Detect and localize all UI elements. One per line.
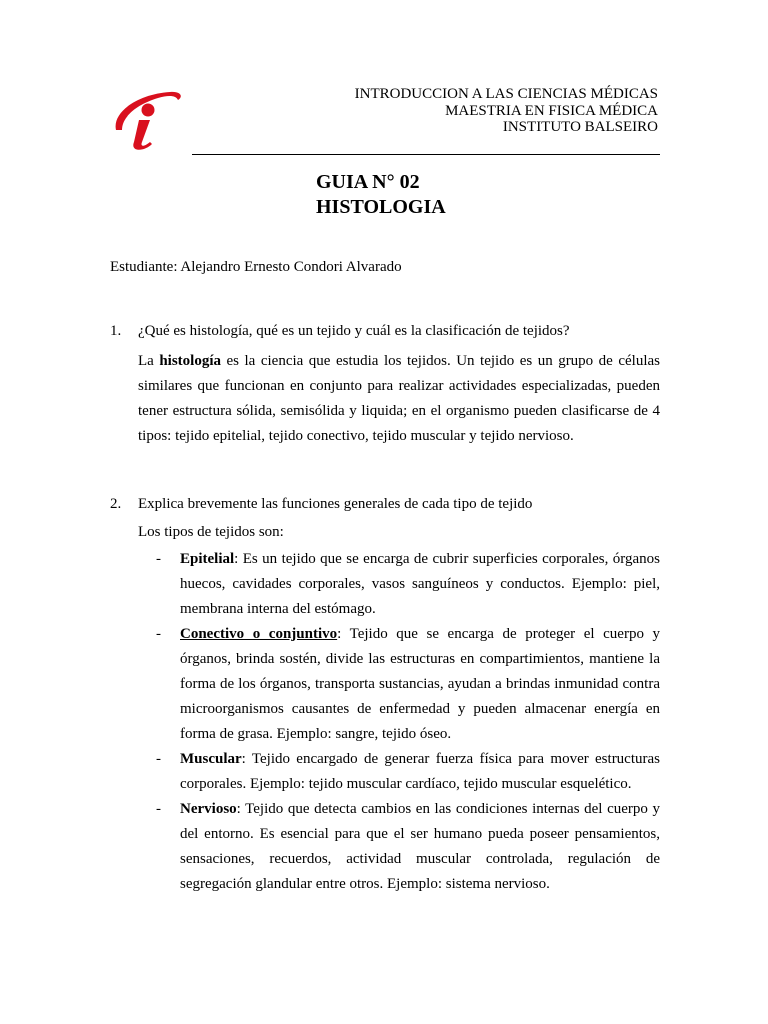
tissue-term: Muscular <box>180 751 242 767</box>
list-item: - Conectivo o conjuntivo: Tejido que se encarga de proteger el cuerpo y órganos, brinda sostén, divide las estructuras en compartimientos, mantiene la forma de los órganos, transporta sustancias, ayudan a brindas inmunidad contra microorganismos causantes de enfermedad y pueden almacenar energía en forma de grasa. Ejemplo: sangre, tejido óseo. <box>156 626 661 742</box>
document-header <box>355 86 658 136</box>
title-guide-number: GUIA N° 02 <box>316 171 420 193</box>
question-2-text: Explica brevemente las funciones generales de cada tipo de tejido <box>138 496 533 512</box>
student-name: Estudiante: Alejandro Ernesto Condori Alvarado <box>110 259 402 275</box>
document-title <box>316 170 446 220</box>
tissue-term: Conectivo o conjuntivo <box>180 626 338 642</box>
header-institute: INSTITUTO BALSEIRO <box>502 119 658 135</box>
question-2 <box>110 495 660 897</box>
list-item: - Epitelial: Es un tejido que se encarga de cubrir superficies corporales, órganos huecos, cavidades corporales, vasos sanguíneos y conductos. Ejemplo: piel, membrana interna del estómago. <box>156 551 660 617</box>
question-2-intro: Los tipos de tejidos son: <box>138 524 284 540</box>
institute-logo-icon <box>108 86 188 152</box>
question-2-number: 2. <box>110 496 122 512</box>
header-program: MAESTRIA EN FISICA MÉDICA <box>445 102 658 119</box>
question-1-text: ¿Qué es histología, qué es un tejido y cuál es la clasificación de tejidos? <box>138 323 570 339</box>
tissue-term: Epitelial <box>180 551 235 567</box>
question-1-number: 1. <box>110 323 122 339</box>
question-1 <box>110 322 660 449</box>
tissue-type-list <box>138 547 660 897</box>
list-item: - Nervioso: Tejido que detecta cambios en las condiciones internas del cuerpo y del entorno. Es esencial para que el ser humano pueda poseer pensamientos, sensaciones, recuerdos, actividad muscular controlada, regulación de segregación glandular entre otros. Ejemplo: sistema nervioso. <box>156 801 660 892</box>
list-item: - Muscular: Tejido encargado de generar fuerza física para mover estructuras corporales. Ejemplo: tejido muscular cardíaco, tejido muscular esquelético. <box>156 751 660 792</box>
answer-term-histologia: histología <box>159 353 222 369</box>
header-course: INTRODUCCION A LAS CIENCIAS MÉDICAS <box>354 86 658 102</box>
tissue-term: Nervioso <box>180 801 237 817</box>
question-1-answer: La histología es la ciencia que estudia los tejidos. Un tejido es un grupo de células similares que funcionan en conjunto para realizar actividades especializadas, pueden tener estructura sólida, semisólida y liquida; en el organismo pueden clasificarse de 4 tipos: tejido epitelial, tejido conectivo, tejido muscular y tejido nervioso. <box>138 353 660 444</box>
header-divider <box>192 154 660 155</box>
title-subject: HISTOLOGIA <box>316 196 446 218</box>
